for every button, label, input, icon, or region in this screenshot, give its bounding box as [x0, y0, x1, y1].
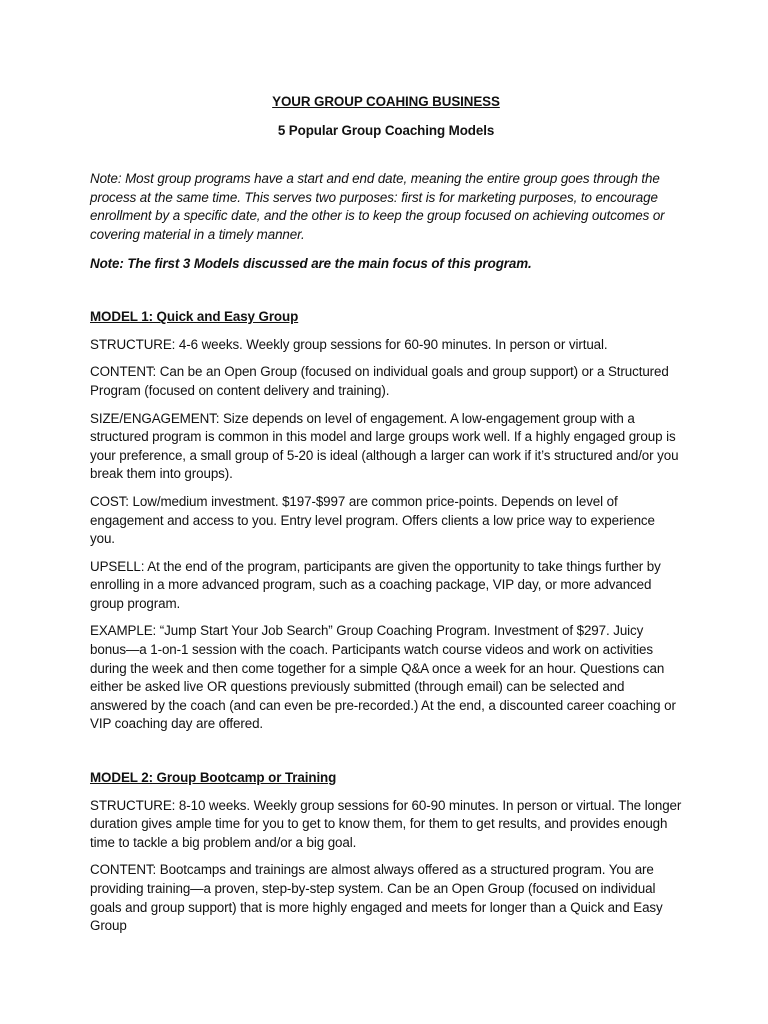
model-1-upsell: UPSELL: At the end of the program, participants are given the opportunity to take things further by enrolling in a more advanced program, such as a coaching package, VIP day, or more advanced group program.: [90, 558, 661, 611]
model-1-size-engagement: SIZE/ENGAGEMENT: Size depends on level of engagement. A low-engagement group with a structured program is common in this model and large groups work well. If a highly engaged group is your preference, a small group of 5-20 is ideal (although a larger can work if it’s structured and/or you break them into groups).: [90, 410, 679, 482]
model-2-section: [90, 769, 682, 936]
focus-note: Note: The first 3 Models discussed are the main focus of this program.: [90, 255, 532, 271]
model-1-heading: MODEL 1: Quick and Easy Group: [90, 309, 299, 325]
model-1-structure: STRUCTURE: 4-6 weeks. Weekly group sessions for 60-90 minutes. In person or virtual.: [90, 336, 608, 352]
model-2-heading: MODEL 2: Group Bootcamp or Training: [90, 770, 337, 786]
model-1-section: [90, 308, 682, 734]
model-2-content: CONTENT: Bootcamps and trainings are almost always offered as a structured program. You are providing training—a proven, step-by-step system. Can be an Open Group (focused on individual goals and group support) that is more highly engaged and meets for longer than a Quick and Easy Group: [90, 862, 663, 934]
document-title: YOUR GROUP COAHING BUSINESS: [272, 94, 500, 109]
document-body: [90, 93, 682, 936]
document-subtitle: 5 Popular Group Coaching Models: [277, 122, 495, 138]
model-1-cost: COST: Low/medium investment. $197-$997 are common price-points. Depends on level of engagement and access to you. Entry level program. Offers clients a low price way to experience you.: [90, 493, 655, 547]
model-1-example: EXAMPLE: “Jump Start Your Job Search” Group Coaching Program. Investment of $297. Juicy bonus—a 1-on-1 session with the coach. Participants watch course videos and work on activities during the week and then come together for a simple Q&A once a week for an hour. Questions can either be asked live OR questions previously submitted (through email) can be selected and answered by the coach (and can even be pre-recorded.) At the end, a discounted career coaching or VIP coaching day are offered.: [90, 623, 676, 732]
model-2-structure: STRUCTURE: 8-10 weeks. Weekly group sessions for 60-90 minutes. In person or virtual. The longer duration gives ample time for you to get to know them, for them to get results, and provides enough time to tackle a big problem and/or a big goal.: [90, 797, 682, 850]
intro-note: Note: Most group programs have a start and end date, meaning the entire group goes through the process at the same time. This serves two purposes: first is for marketing purposes, to encourage enrollment by a specific date, and the other is to keep the group focused on achieving outcomes or covering material in a timely manner.: [90, 171, 665, 242]
model-1-content: CONTENT: Can be an Open Group (focused on individual goals and group support) or a Structured Program (focused on content delivery and training).: [90, 364, 669, 398]
